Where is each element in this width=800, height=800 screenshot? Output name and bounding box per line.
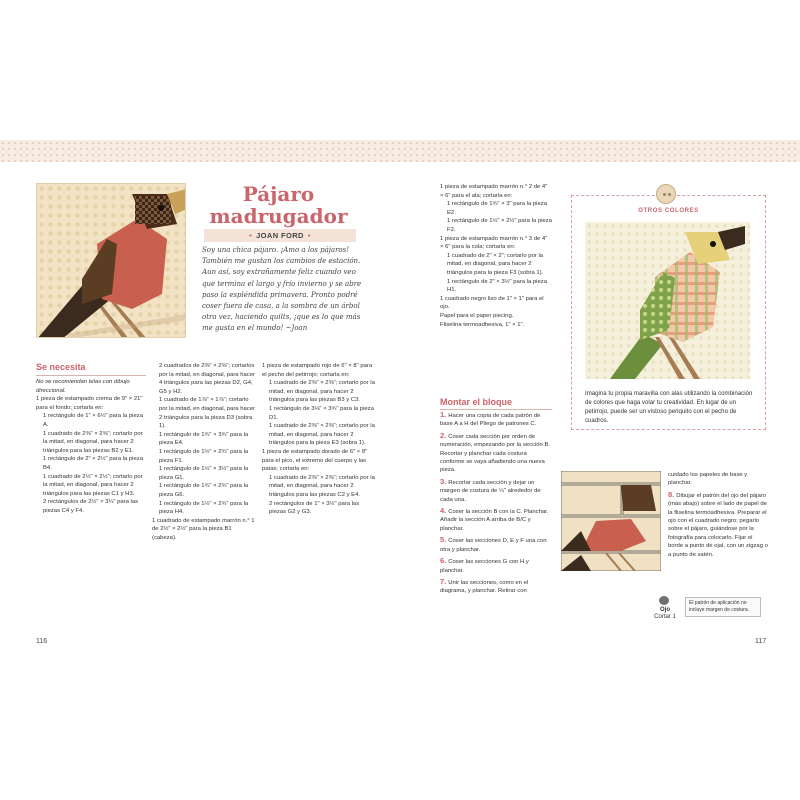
other-colors-text: Imagina tu propia maravilla con alas utilizando la combinación de colores que haga volar tu creatividad. En lugar de un petirrojo, puede ser un vistoso periquito con el pecho de cuadros. [585,390,753,424]
material-item: 1 rectángulo de 1¾" × 3¾" para la pieza E4. [159,431,249,447]
material-item: 1 cuadrado de 2⅜" × 2⅜"; cortarlo por la mitad, en diagonal, para hacer 2 triángulos para las piezas C2 y E4. [269,474,375,498]
needed-column-4 [440,183,552,329]
assembly-heading: Montar el bloque [440,397,512,407]
needed-column-1 [36,378,146,516]
material-item: 1 rectángulo de 3⅛" × 3¾" para la pieza D1. [269,405,374,421]
step-text: Coser las secciones D, E y F una con otra y planchar. [440,538,547,553]
material-item: 2 rectángulos de 2½" × 3¼" para las piezas C4 y F4. [43,499,139,514]
material-item: 2 cuadrados de 2⅜" × 2⅜"; cortarlos por la mitad, en diagonal, para hacer 4 triángulos para las piezas D2, G4, G5 y H2. [159,363,255,395]
top-decorative-band [0,140,800,162]
intro-text: Soy una chica pájaro. ¡Amo a los pájaros! También me gustan los cambios de estación. Aun así, soy extrañamente feliz cuando veo que termina el largo y frío invierno y se abre paso la espléndida primavera. Pronto podré coser fuera de casa, a la sombra de un árbol otra vez, haciendo quilts, ¡que es lo que más me gusta en el mundo! ~Joan [202,246,362,333]
bird-quilt-block-image [36,183,186,338]
material-item: 1 cuadrado de 2½" × 2½"; cortarlo por la mitad, en diagonal, para hacer 2 triángulos para las piezas C1 y H3. [43,473,143,497]
material-item: 1 rectángulo de 1¾" × 3" para la pieza E2. [447,201,547,216]
needed-note: No se recomiendan telas con dibujo direccional. [36,379,130,394]
step-7-continued: cuidado los papeles de base y planchar. [668,472,748,487]
material-item: 1 rectángulo de 1½" × 2¾" para la pieza H4. [159,500,249,516]
material-item: 1 rectángulo de 1½" × 2½" para la pieza F2. [447,218,552,233]
button-icon [656,184,676,204]
step-8-number: 8. [668,489,675,499]
step-number: 7. [440,576,447,586]
material-item: 1 cuadrado de 1⅞" × 1⅞"; cortarlo por la mitad, en diagonal, para hacer 2 triángulos para la pieza D3 (sobra 1). [159,397,255,430]
author-name: JOAN FORD [256,231,304,240]
material-item: Papel para el paper piecing. [440,312,514,319]
needed-heading: Se necesita [36,362,86,372]
material-item: 1 rectángulo de 1½" × 2¾" para la pieza F1. [159,448,249,464]
material-item: 1 rectángulo de 1¾" × 2¾" para la pieza G6. [159,483,249,498]
page-number-right: 117 [755,638,767,645]
material-item: 1 rectángulo de 1½" × 3½" para la pieza G1. [159,466,249,481]
assembly-step [440,411,552,429]
assembly-steps [440,411,552,599]
eye-name: Ojo [660,607,670,613]
other-colors-label: OTROS COLORES [638,208,699,214]
material-item: 1 pieza de estampado marrón n.° 3 de 4" × 6" para la cola; cortarla en: [440,235,548,251]
material-item: 2 rectángulos de 1" × 3½" para las piezas G2 y G3. [269,500,360,516]
material-item: 1 cuadrado de 2⅜" × 2⅜"; cortarlo por la mitad, en diagonal, para hacer 2 triángulos para las piezas B3 y C3. [269,380,375,404]
material-item: Fliselina termoadhesiva, 1" × 1". [440,321,525,328]
applique-note: El patrón de aplicación no incluye margen de costura. [685,597,761,617]
step-number: 2. [440,430,447,440]
eye-pattern-icon [659,596,669,605]
step-text: Unir las secciones, como en el diagrama, y planchar. Retirar con [440,579,529,595]
alt-colors-quilt-image [585,222,750,379]
author-bar: • JOAN FORD • [204,229,356,242]
needed-column-2 [152,362,257,542]
assembly-rule [440,409,552,410]
material-item: 1 cuadrado de 2⅜" × 2⅜"; cortarlo por la mitad, en diagonal, para hacer 2 triángulos para las piezas B2 y E1. [43,430,143,454]
page-title: Pájaro madrugador [209,182,348,228]
material-item: 1 rectángulo de 1" × 6½" para la pieza A. [43,413,143,428]
step-8-text: Dibujar el patrón del ojo del pájaro (más abajo) sobre el lado de papel de la fliselina termoadhesiva. Preparar el ojo con el cuadrado negro; pegarlo sobre el pájaro, guiándose por la fotografía para colocarlo. Fijar el borde a punto de ojal, con un zigzag o a punto de satén. [668,492,768,558]
eye-label [650,607,680,621]
assembly-step [440,557,552,575]
material-item: 1 pieza de estampado crema de 9" × 21" para el fondo; cortarla en: [36,396,143,411]
material-item: 1 pieza de estampado marrón n.° 2 de 4" × 6" para el ala; cortarla en: [440,184,548,199]
step-text: Coser cada sección por orden de numeración, empezando por la sección B. Recortar y planchar cada costura conforme se vaya añadiendo una nueva pieza. [440,433,551,474]
material-item: 1 cuadrado de 2" × 2"; cortarlo por la mitad, en diagonal, para hacer 2 triángulos para la pieza F3 (sobra 1). [447,252,544,276]
step-number: 6. [440,556,447,566]
assembly-step [440,432,552,475]
step-number: 1. [440,410,447,419]
assembly-steps-continued [668,471,768,562]
step-number: 3. [440,476,447,486]
step-text: Hacer una copia de cada patrón de base A a H del Pliego de patrones C. [440,413,541,428]
material-item: 1 rectángulo de 2" × 2½" para la pieza B4. [43,456,143,471]
step-text: Coser la sección B con la C. Planchar. Añadir la sección A arriba de B/C y planchar. [440,509,549,532]
step-text: Coser las secciones G con H y planchar. [440,559,529,574]
page-number-left: 116 [36,638,48,645]
needed-column-3 [262,362,377,517]
step-number: 4. [440,506,447,516]
material-item: 1 pieza de estampado rojo de 6" × 8" para el pecho del petirrojo; cortarla en: [262,363,373,378]
step-number: 5. [440,535,447,545]
material-item: 1 cuadrado de estampado marrón n.° 1 de 2½" × 2½" para la pieza B1 (cabeza). [152,517,255,541]
assembly-step [440,578,552,596]
step-8 [668,491,768,559]
material-item: 1 pieza de estampado dorado de 6" × 8" para el pico, el extremo del cuerpo y las patas; cortarla en: [262,448,368,473]
assembly-step [440,536,552,554]
eye-cut: Cortar 1 [654,614,676,620]
assembly-diagram [561,471,661,571]
material-item: 1 rectángulo de 2" × 3½" para la pieza H1. [447,278,547,294]
assembly-step [440,507,552,533]
needed-rule [36,375,146,376]
step-text: Recortar cada sección y dejar un margen de costura de ¼" alrededor de cada una. [440,479,541,503]
material-item: 1 cuadrado negro liso de 1" × 1" para el ojo. [440,295,544,311]
assembly-step [440,478,552,504]
material-item: 1 cuadrado de 2⅜" × 2⅜"; cortarlo por la mitad, en diagonal, para hacer 2 triángulos para la pieza E3 (sobra 1). [269,423,375,447]
